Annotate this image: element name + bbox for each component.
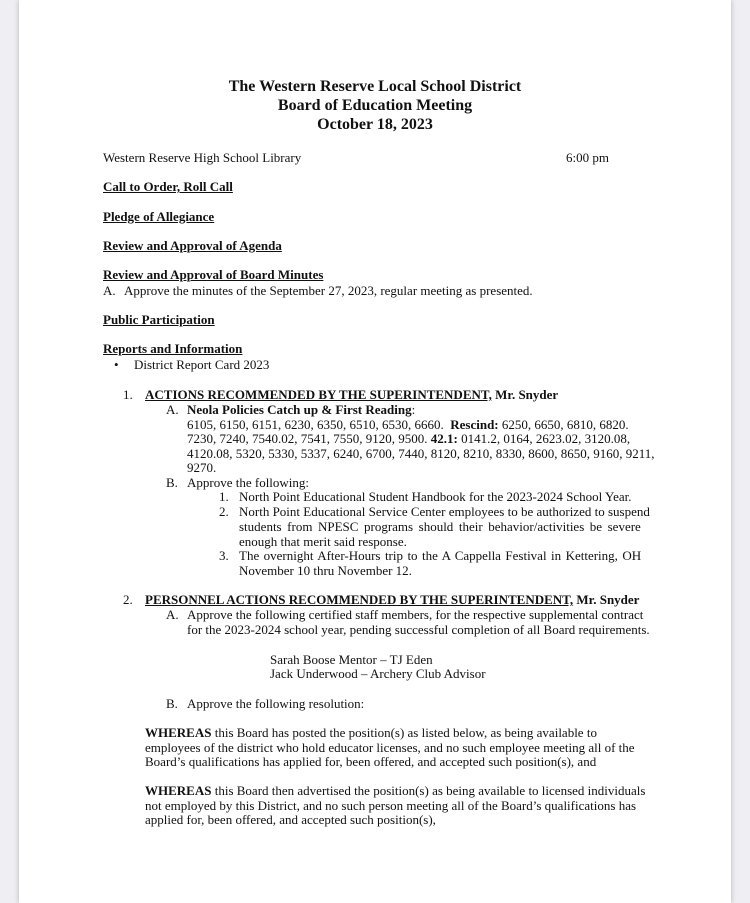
list-42-1: 0141.2, 0164, 2623.02, 3120.08, [461, 431, 631, 446]
personnel-number: 2. [123, 592, 133, 607]
policy-list: 6105, 6150, 6151, 6230, 6350, 6510, 6530, 6660. [187, 417, 444, 432]
whereas-label: WHEREAS [145, 783, 212, 798]
actions-a-title [187, 402, 415, 417]
rescind-list-cont: 7230, 7240, 7540.02, 7541, 7550, 9120, 9500. [187, 431, 428, 446]
actions-number: 1. [123, 387, 133, 402]
policy-line-4: 9270. [187, 460, 217, 475]
personnel-heading-by: Mr. Snyder [576, 592, 640, 607]
minutes-item: Approve the minutes of the September 27, 2023, regular meeting as presented. [124, 283, 533, 298]
personnel-a-line: Approve the following certified staff members, for the respective supplemental contract [187, 607, 644, 622]
section-public: Public Participation [103, 312, 215, 327]
reports-item: District Report Card 2023 [134, 357, 270, 372]
actions-b-marker: B. [166, 475, 178, 490]
whereas-1-line [145, 725, 597, 740]
actions-a-marker: A. [166, 402, 179, 417]
policy-line-3: 4120.08, 5320, 5330, 5337, 6240, 6700, 7440, 8120, 8210, 8330, 8600, 8650, 9160, 9211, [187, 446, 655, 461]
personnel-heading-text: PERSONNEL ACTIONS RECOMMENDED BY THE SUPERINTENDENT, [145, 592, 574, 607]
actions-b-title: Approve the following: [187, 475, 310, 490]
whereas-text: this Board has posted the position(s) as listed below, as being available to [214, 725, 597, 740]
actions-heading-text: ACTIONS RECOMMENDED BY THE SUPERINTENDENT, [145, 387, 492, 402]
bullet-icon: • [114, 357, 119, 372]
whereas-1-line: employees of the district who hold educator licenses, and no such employee meeting all of the [145, 740, 635, 755]
whereas-text: this Board then advertised the position(s) as being available to licensed individuals [214, 783, 646, 798]
meeting-date: October 18, 2023 [317, 116, 433, 133]
meeting-title: Board of Education Meeting [277, 97, 473, 114]
section-reports: Reports and Information [103, 341, 243, 356]
rescind-label: Rescind: [450, 417, 499, 432]
whereas-2-line [145, 783, 645, 798]
rescind-list: 6250, 6650, 6810, 6820. [501, 417, 629, 432]
label-42-1: 42.1: [430, 431, 458, 446]
personnel-a-line: for the 2023-2024 school year, pending successful completion of all Board requirements. [187, 622, 650, 637]
section-pledge: Pledge of Allegiance [103, 209, 215, 224]
staff-entry: Jack Underwood – Archery Club Advisor [270, 666, 486, 681]
whereas-2-line: not employed by this District, and no such person meeting all of the Board’s qualifications has [145, 798, 637, 813]
approve-item-number: 1. [219, 489, 229, 504]
district-title: The Western Reserve Local School District [228, 78, 522, 95]
actions-heading-by: Mr. Snyder [495, 387, 559, 402]
personnel-b-marker: B. [166, 696, 178, 711]
actions-heading [145, 387, 558, 402]
whereas-2-line: applied for, been offered, and accepted such position(s), [145, 812, 436, 827]
approve-item-cont: students from NPESC programs should their behavior/activities be severe [239, 519, 641, 534]
approve-item: The overnight After-Hours trip to the A Cappella Festival in Kettering, OH [239, 548, 642, 563]
policy-line-2 [187, 431, 630, 446]
personnel-a-marker: A. [166, 607, 179, 622]
approve-item-number: 3. [219, 548, 229, 563]
meeting-time: 6:00 pm [566, 150, 609, 165]
minutes-item-marker: A. [103, 283, 116, 298]
approve-item: North Point Educational Service Center employees to be authorized to suspend [239, 504, 650, 519]
approve-item-cont: November 10 thru November 12. [239, 563, 412, 578]
meeting-location: Western Reserve High School Library [103, 150, 302, 165]
staff-entry: Sarah Boose Mentor – TJ Eden [270, 652, 433, 667]
personnel-b-title: Approve the following resolution: [187, 696, 365, 711]
neola-title: Neola Policies Catch up & First Reading [187, 402, 412, 417]
approve-item: North Point Educational Student Handbook for the 2023-2024 School Year. [239, 489, 632, 504]
whereas-label: WHEREAS [145, 725, 212, 740]
approve-item-cont: enough that merit said response. [239, 534, 407, 549]
personnel-heading [145, 592, 639, 607]
section-call-to-order: Call to Order, Roll Call [103, 179, 233, 194]
whereas-1-line: Board’s qualifications has applied for, been offered, and accepted such position(s), and [145, 754, 597, 769]
neola-colon: : [411, 402, 416, 417]
section-minutes: Review and Approval of Board Minutes [103, 267, 324, 282]
section-agenda: Review and Approval of Agenda [103, 238, 282, 253]
approve-item-number: 2. [219, 504, 229, 519]
policy-line-1 [187, 417, 629, 432]
